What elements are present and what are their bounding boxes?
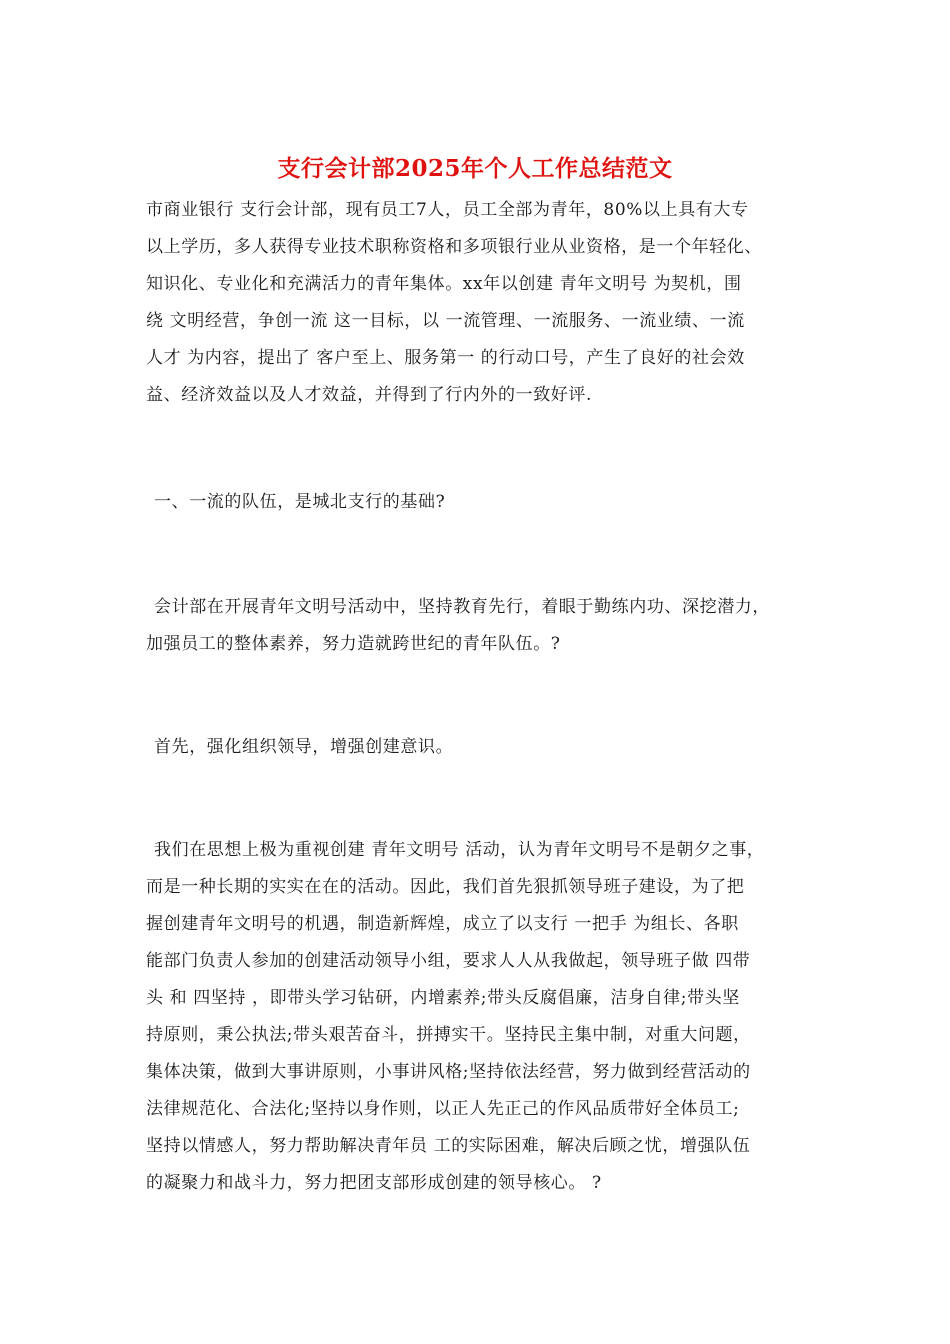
paragraph-line: 的凝聚力和战斗力，努力把团支部形成创建的领导核心。 ?: [146, 1173, 602, 1193]
paragraph-line: 我们在思想上极为重视创建 青年文明号 活动，认为青年文明号不是朝夕之事，: [154, 840, 765, 860]
paragraph-line: 握创建青年文明号的机遇，制造新辉煌，成立了以支行 一把手 为组长、各职: [146, 914, 739, 934]
intro-line: 绕 文明经营，争创一流 这一目标，以 一流管理、一流服务、一流业绩、一流: [146, 311, 745, 331]
intro-line: 知识化、专业化和充满活力的青年集体。xx年以创建 青年文明号 为契机，围: [146, 274, 742, 294]
paragraph-line: 集体决策，做到大事讲原则，小事讲风格;坚持依法经营，努力做到经营活动的: [146, 1062, 751, 1082]
paragraph-line: 头 和 四坚持 ，即带头学习钻研，内增素养;带头反腐倡廉，洁身自律;带头坚: [146, 988, 740, 1008]
intro-line: 以上学历，多人获得专业技术职称资格和多项银行业从业资格，是一个年轻化、: [146, 237, 762, 257]
intro-line: 益、经济效益以及人才效益，并得到了行内外的一致好评.: [146, 385, 593, 405]
paragraph-line: 坚持以情感人，努力帮助解决青年员 工的实际困难，解决后顾之忧，增强队伍: [146, 1136, 751, 1156]
paragraph-line: 法律规范化、合法化;坚持以身作则，以正人先正己的作风品质带好全体员工;: [146, 1099, 740, 1119]
paragraph-line: 首先，强化组织领导，增强创建意识。: [154, 737, 454, 757]
paragraph-line: 能部门负责人参加的创建活动领导小组，要求人人从我做起，领导班子做 四带: [146, 951, 751, 971]
intro-line: 人才 为内容，提出了 客户至上、服务第一 的行动口号，产生了良好的社会效: [146, 348, 745, 368]
section-heading: 一、一流的队伍，是城北支行的基础?: [154, 492, 446, 512]
document-title: 支行会计部2025年个人工作总结范文: [277, 155, 673, 182]
paragraph-line: 持原则，秉公执法;带头艰苦奋斗，拼搏实干。坚持民主集中制，对重大问题，: [146, 1025, 751, 1045]
paragraph-line: 而是一种长期的实实在在的活动。因此，我们首先狠抓领导班子建设，为了把: [146, 877, 745, 897]
intro-line: 市商业银行 支行会计部，现有员工7人，员工全部为青年，80%以上具有大专: [146, 200, 749, 220]
paragraph-line: 会计部在开展青年文明号活动中，坚持教育先行，着眼于勤练内功、深挖潜力，: [154, 597, 770, 617]
paragraph-line: 加强员工的整体素养，努力造就跨世纪的青年队伍。?: [146, 634, 561, 654]
